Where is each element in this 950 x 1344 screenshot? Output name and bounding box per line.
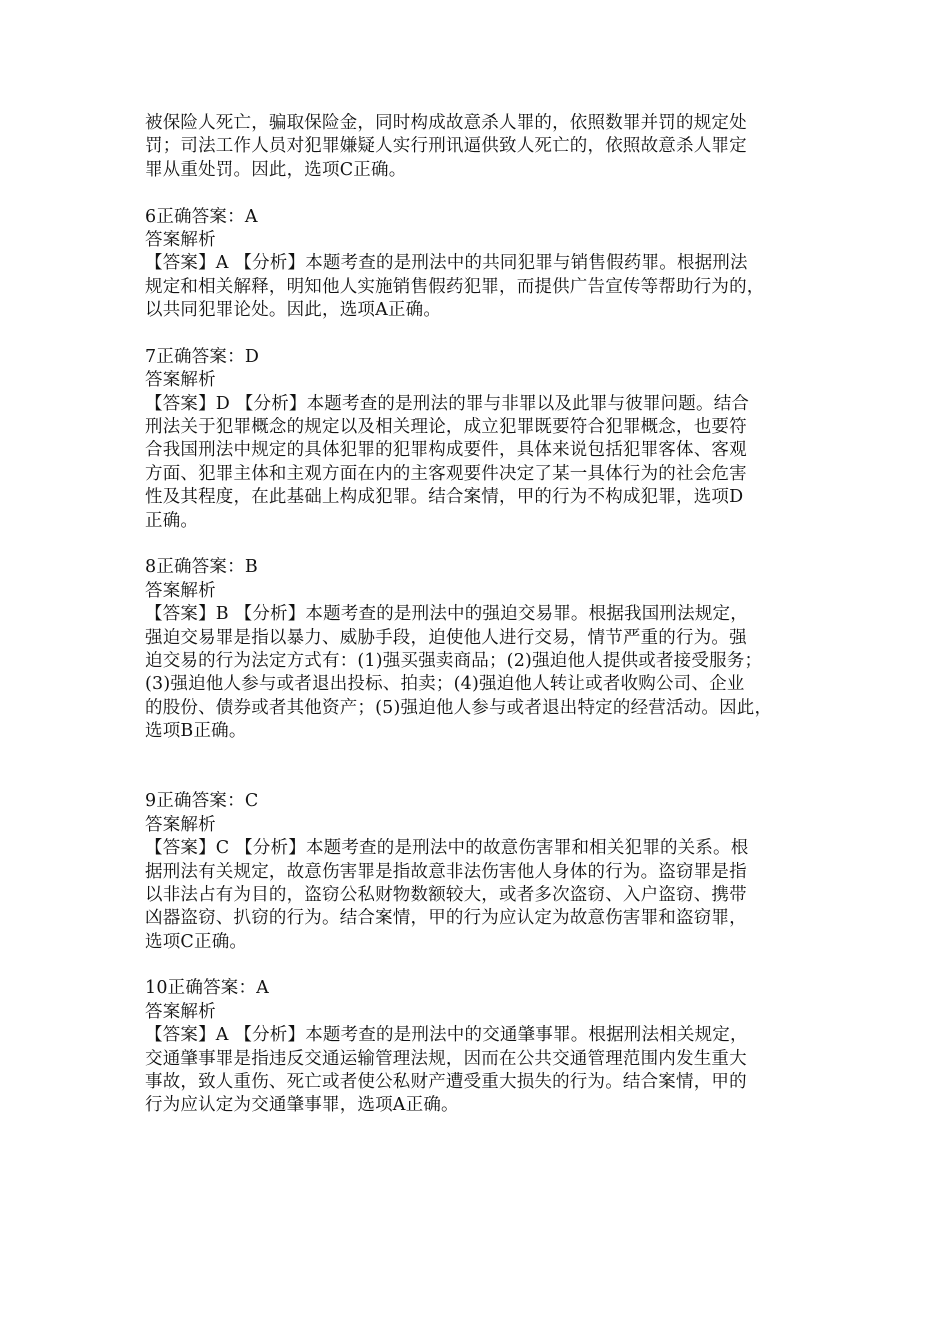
analysis-line: 选项C正确。 [145,931,248,952]
intro-paragraph [145,112,825,182]
analysis-line: 交通肇事罪是指违反交通运输管理法规，因而在公共交通管理范围内发生重大 [145,1048,747,1069]
analysis-label: 答案解析 [145,814,216,835]
answer-heading: 10正确答案：A [145,978,270,999]
analysis-line: 【答案】D 【分析】本题考查的是刑法的罪与非罪以及此罪与彼罪问题。结合 [145,393,750,414]
analysis-line: 【答案】C 【分析】本题考查的是刑法中的故意伤害罪和相关犯罪的关系。根 [145,838,749,859]
analysis-line: 行为应认定为交通肇事罪，选项A正确。 [145,1095,459,1116]
analysis-line: 【答案】B 【分析】本题考查的是刑法中的强迫交易罪。根据我国刑法规定， [145,604,748,625]
answer-heading: 7正确答案：D [145,346,260,367]
analysis-line: 【答案】A 【分析】本题考查的是刑法中的交通肇事罪。根据刑法相关规定， [145,1025,748,1046]
intro-line: 罚；司法工作人员对犯罪嫌疑人实行刑讯逼供致人死亡的，依照故意杀人罪定 [145,136,747,157]
answer-heading: 9正确答案：C [145,791,259,812]
analysis-line: 据刑法有关规定，故意伤害罪是指故意非法伤害他人身体的行为。盗窃罪是指 [145,861,747,882]
analysis-line: (3)强迫他人参与或者退出投标、拍卖；(4)强迫他人转让或者收购公司、企业 [145,674,745,695]
analysis-line: 以非法占有为目的，盗窃公私财物数额较大，或者多次盗窃、入户盗窃、携带 [145,884,747,905]
answer-section-6 [145,206,825,323]
analysis-line: 以共同犯罪论处。因此，选项A正确。 [145,300,442,321]
analysis-line: 【答案】A 【分析】本题考查的是刑法中的共同犯罪与销售假药罪。根据刑法 [145,253,748,274]
answer-section-9 [145,790,825,954]
analysis-label: 答案解析 [145,580,216,601]
analysis-label: 答案解析 [145,229,216,250]
answer-heading: 6正确答案：A [145,206,258,227]
analysis-line: 事故，致人重伤、死亡或者使公私财产遭受重大损失的行为。结合案情，甲的 [145,1072,747,1093]
document-page [145,112,825,1118]
analysis-label: 答案解析 [145,1001,216,1022]
answer-heading: 8正确答案：B [145,557,258,578]
analysis-label: 答案解析 [145,370,216,391]
analysis-line: 刑法关于犯罪概念的规定以及相关理论，成立犯罪既要符合犯罪概念，也要符 [145,417,747,438]
analysis-line: 迫交易的行为法定方式有：(1)强买强卖商品；(2)强迫他人提供或者接受服务； [145,650,763,671]
analysis-line: 规定和相关解释，明知他人实施销售假药犯罪，而提供广告宣传等帮助行为的， [145,276,765,297]
analysis-line: 性及其程度，在此基础上构成犯罪。结合案情，甲的行为不构成犯罪，选项D [145,487,744,508]
analysis-line: 方面、犯罪主体和主观方面在内的主客观要件决定了某一具体行为的社会危害 [145,463,747,484]
intro-line: 罪从重处罚。因此，选项C正确。 [145,159,407,180]
analysis-line: 强迫交易罪是指以暴力、威胁手段，迫使他人进行交易，情节严重的行为。强 [145,627,747,648]
analysis-line: 的股份、债券或者其他资产；(5)强迫他人参与或者退出特定的经营活动。因此， [145,697,773,718]
intro-line: 被保险人死亡，骗取保险金，同时构成故意杀人罪的，依照数罪并罚的规定处 [145,113,747,133]
answer-section-10 [145,977,825,1117]
answer-section-8 [145,556,825,743]
analysis-line: 选项B正确。 [145,721,247,742]
analysis-line: 合我国刑法中规定的具体犯罪的犯罪构成要件，具体来说包括犯罪客体、客观 [145,440,747,461]
answer-section-7 [145,346,825,533]
analysis-line: 正确。 [145,510,199,531]
analysis-line: 凶器盗窃、扒窃的行为。结合案情，甲的行为应认定为故意伤害罪和盗窃罪， [145,908,747,929]
